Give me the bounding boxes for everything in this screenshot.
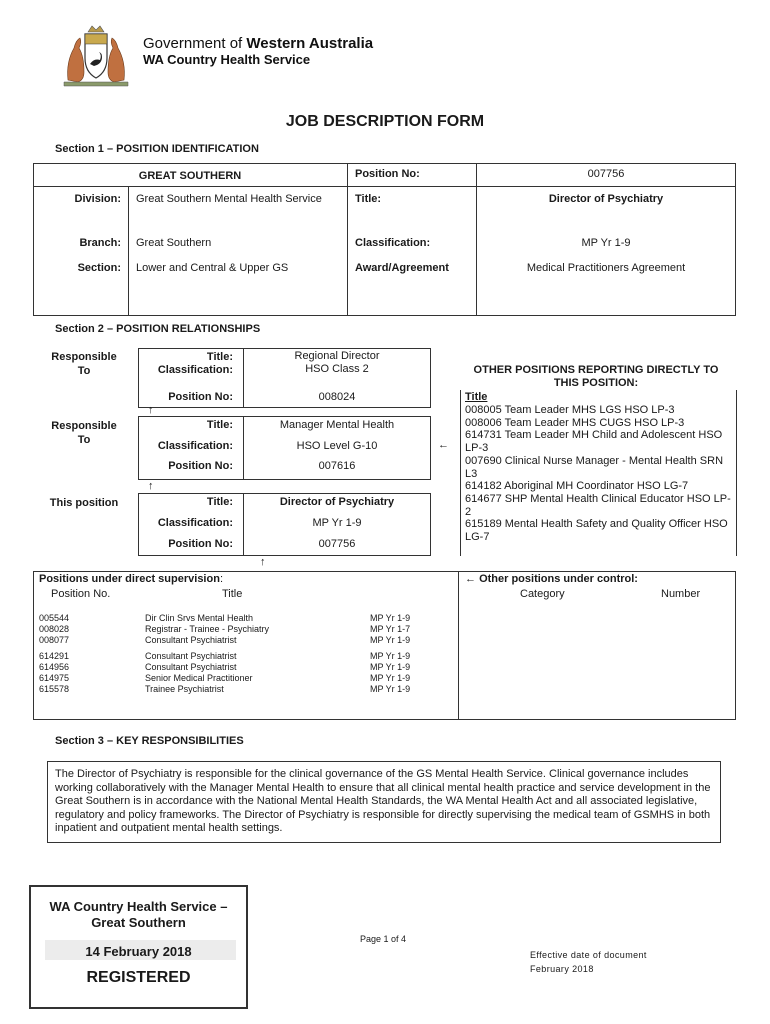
other-positions-border — [460, 390, 461, 556]
row-position-no: 614956 — [39, 662, 70, 672]
level3-classification-label: Classification: — [157, 517, 233, 529]
level3-position-no-label: Position No: — [168, 538, 233, 550]
other-position-item: 008005 Team Leader MHS LGS HSO LP-3 — [465, 404, 675, 416]
wa-government-crest-logo — [58, 22, 134, 88]
effective-date-label: Effective date of document — [530, 950, 647, 960]
level2-position-no-label: Position No: — [168, 460, 233, 472]
classification-value: MP Yr 1-9 — [581, 237, 631, 249]
level2-classification-label: Classification: — [157, 440, 233, 452]
section2-heading: Section 2 – POSITION RELATIONSHIPS — [55, 323, 261, 335]
col-position-no: Position No. — [51, 588, 111, 600]
branch-value: Great Southern — [136, 237, 212, 249]
org-prefix: Government of — [143, 35, 247, 52]
direct-supervision-group-2 — [39, 651, 449, 695]
title-label: Title: — [355, 193, 382, 205]
level3-classification: MP Yr 1-9 — [312, 517, 362, 529]
other-position-item: 614731 Team Leader MH Child and Adolescent HSO LP-3 — [465, 429, 723, 455]
col-category: Category — [520, 588, 565, 600]
row-classification: MP Yr 1-7 — [370, 624, 411, 634]
section3-heading: Section 3 – KEY RESPONSIBILITIES — [55, 735, 244, 747]
direct-supervision-heading — [39, 573, 223, 585]
direct-supervision-heading-text: Positions under direct supervision — [39, 573, 220, 585]
row-position-no: 005544 — [39, 613, 70, 623]
stamp-line-1: WA Country Health Service – — [49, 899, 228, 914]
classification-label: Classification: — [355, 237, 431, 249]
organisation-name — [143, 35, 373, 52]
other-position-item: 614182 Aboriginal MH Coordinator HSO LG-7 — [465, 480, 689, 493]
section1-heading: Section 1 – POSITION IDENTIFICATION — [55, 143, 259, 155]
table-divider — [33, 186, 736, 187]
other-position-item: 614677 SHP Mental Health Clinical Educator HSO LP-2 — [465, 492, 731, 518]
division-value: Great Southern Mental Health Service — [136, 193, 322, 205]
level1-classification: HSO Class 2 — [305, 363, 369, 375]
row-position-no: 614975 — [39, 673, 70, 683]
row-title: Consultant Psychiatrist — [145, 635, 237, 645]
position-no-label: Position No: — [355, 168, 420, 180]
row-position-no: 615578 — [39, 684, 70, 694]
direct-supervision-row — [39, 673, 449, 684]
direct-supervision-row — [39, 662, 449, 673]
branch-label: Branch: — [79, 237, 121, 249]
up-arrow-icon: ↑ — [148, 404, 154, 416]
level2-position-no: 007616 — [318, 460, 356, 472]
other-control-heading — [465, 573, 638, 585]
level1-position-no-label: Position No: — [168, 391, 233, 403]
row-title: Consultant Psychiatrist — [145, 662, 237, 672]
form-title: JOB DESCRIPTION FORM — [285, 113, 485, 130]
section-label: Section: — [77, 262, 121, 274]
up-arrow-icon: ↑ — [260, 556, 266, 568]
direct-supervision-row — [39, 635, 449, 646]
responsible-to-label-1: Responsible To — [51, 351, 117, 377]
section-value: Lower and Central & Upper GS — [136, 262, 289, 274]
row-position-no: 614291 — [39, 651, 70, 661]
org-state: Western Australia — [246, 35, 374, 52]
other-position-item: 008006 Team Leader MHS CUGS HSO LP-3 — [465, 416, 685, 429]
row-position-no: 008077 — [39, 635, 70, 645]
col-number: Number — [661, 588, 701, 600]
other-positions-list — [465, 404, 733, 544]
level1-title: Regional Director — [294, 350, 380, 362]
direct-supervision-row — [39, 651, 449, 662]
title-value: Director of Psychiatry — [548, 193, 664, 205]
row-classification: MP Yr 1-9 — [370, 613, 411, 623]
level1-title-label: Title: — [206, 351, 233, 363]
direct-supervision-group-1 — [39, 613, 449, 646]
page-number: Page 1 of 4 — [360, 934, 407, 944]
position-no-value: 007756 — [587, 168, 625, 180]
level3-title: Director of Psychiatry — [279, 496, 395, 508]
level2-title: Manager Mental Health — [279, 419, 395, 431]
effective-date: February 2018 — [530, 964, 594, 974]
row-title: Dir Clin Srvs Mental Health — [145, 613, 254, 623]
row-title: Consultant Psychiatrist — [145, 651, 237, 661]
other-position-item: 615189 Mental Health Safety and Quality Officer HSO LG-7 — [465, 518, 728, 544]
level3-position-no: 007756 — [318, 538, 356, 550]
level3-title-label: Title: — [206, 496, 233, 508]
other-positions-heading: OTHER POSITIONS REPORTING DIRECTLY TO THIS POSITION: — [473, 364, 719, 389]
up-arrow-icon: ↑ — [148, 480, 154, 492]
table-divider — [128, 186, 129, 316]
stamp-line-2: Great Southern — [91, 915, 186, 930]
level2-classification: HSO Level G-10 — [296, 440, 378, 452]
direct-supervision-heading-colon: : — [219, 573, 223, 585]
responsible-to-label-2: Responsible To — [51, 420, 117, 446]
this-position-label: This position — [49, 497, 119, 509]
row-classification: MP Yr 1-9 — [370, 635, 411, 645]
other-position-item: 007690 Clinical Nurse Manager - Mental Health SRN L3 — [465, 454, 724, 480]
left-arrow-icon: ← — [465, 573, 480, 585]
key-responsibilities-text: The Director of Psychiatry is responsible for the clinical governance of the GS Mental Health Service. Clinical governance includes working collaboratively with the Manager Mental Health to ensure that all clinical mental health practice and service development in the Great Southern is in accordance with the National Mental Health Standards, the WA Mental Health Act and all associated legislative, regulatory and policy frameworks. The Director of Psychiatry is responsible for directly supervising the medical team of GSMHS in both inpatient and outpatient mental health settings. — [55, 768, 711, 834]
row-classification: MP Yr 1-9 — [370, 684, 411, 694]
direct-supervision-row — [39, 624, 449, 635]
direct-supervision-row — [39, 613, 449, 624]
col-title: Title — [222, 588, 243, 600]
award-label: Award/Agreement — [355, 262, 449, 274]
row-classification: MP Yr 1-9 — [370, 651, 411, 661]
row-title: Trainee Psychiatrist — [145, 684, 224, 694]
stamp-status: REGISTERED — [86, 969, 191, 986]
direct-supervision-row — [39, 684, 449, 695]
row-title: Registrar - Trainee - Psychiatry — [145, 624, 270, 634]
row-classification: MP Yr 1-9 — [370, 673, 411, 683]
row-classification: MP Yr 1-9 — [370, 662, 411, 672]
other-positions-border — [736, 390, 737, 556]
row-position-no: 008028 — [39, 624, 70, 634]
other-control-heading-text: Other positions under control: — [479, 573, 638, 585]
table-divider — [347, 163, 348, 316]
stamp-date: 14 February 2018 — [85, 944, 192, 959]
table-divider — [458, 571, 459, 720]
organisation-sub-name: WA Country Health Service — [143, 52, 311, 67]
row-title: Senior Medical Practitioner — [145, 673, 253, 683]
division-label: Division: — [74, 193, 121, 205]
left-arrow-icon: ← — [438, 439, 449, 451]
region-name: GREAT SOUTHERN — [138, 170, 242, 182]
level1-classification-label: Classification: — [157, 364, 233, 376]
level1-position-no: 008024 — [318, 391, 356, 403]
award-value: Medical Practitioners Agreement — [526, 262, 686, 274]
level2-title-label: Title: — [206, 419, 233, 431]
other-positions-title-label: Title — [465, 391, 488, 403]
